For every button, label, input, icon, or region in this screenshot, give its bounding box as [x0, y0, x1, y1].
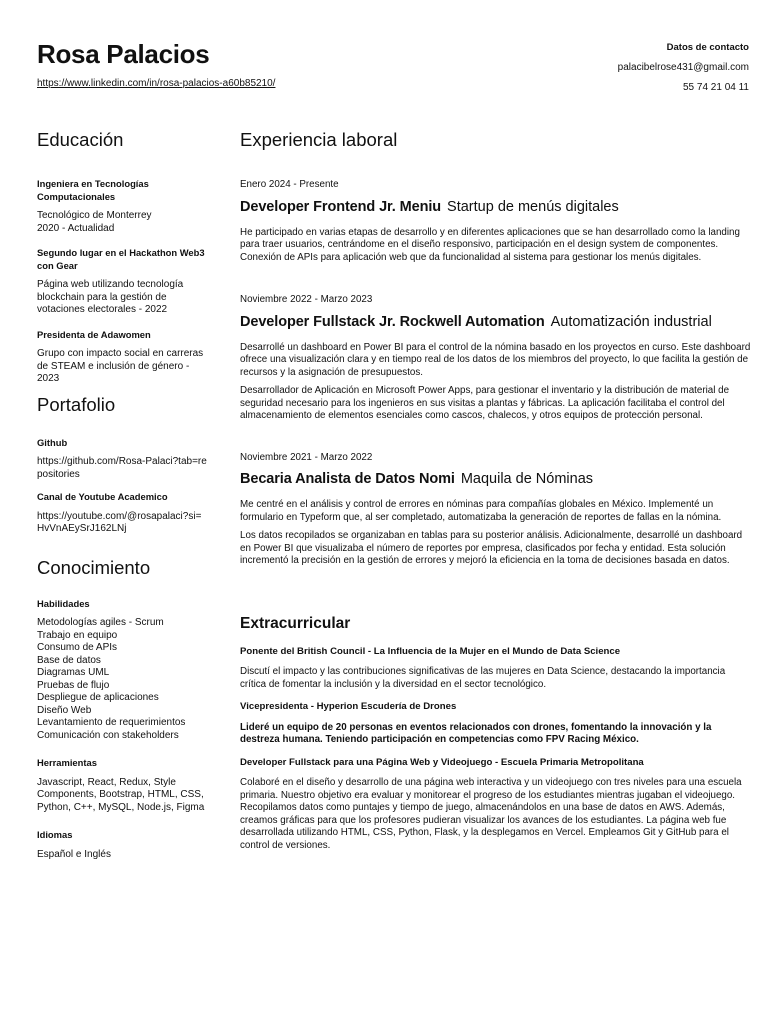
education-heading: Ingeniera en Tecnologías Computacionales [37, 178, 149, 202]
job-description: Desarrollador de Aplicación en Microsoft Power Apps, para gestionar el inventario y la distribución de material de seguridad necesario para los ingenieros en sus visitas a plantas y fábricas. La aplicación facilitaba el control del almacenamiento de elementos esenciales como cascos, chalecos, y otros equipos de protección personal. [240, 385, 730, 421]
extracurricular-text: Lideré un equipo de 20 personas en eventos relacionados con drones, fomentando la innovación y la destreza humana. Teniendo participación en competencias como FPV Racing México. [240, 721, 712, 745]
contact-title: Datos de contacto [666, 42, 749, 53]
education-item [37, 178, 207, 235]
portfolio-link[interactable]: https://github.com/Rosa-Palaci?tab=repositories [37, 456, 207, 480]
education-text: Grupo con impacto social en carreras de STEAM e inclusión de género - 2023 [37, 348, 204, 384]
linkedin-link[interactable]: https://www.linkedin.com/in/rosa-palacios-a60b85210/ [37, 78, 276, 89]
job-date: Noviembre 2021 - Marzo 2022 [240, 451, 373, 463]
tools-heading: Herramientas [37, 757, 97, 768]
section-title-experiencia: Experiencia laboral [240, 129, 398, 150]
portfolio-link[interactable]: https://youtube.com/@rosapalaci?si=HvVnAEySrJ162LNj [37, 510, 202, 534]
section-title-extracurricular: Extracurricular [240, 614, 351, 632]
tools-text: Javascript, React, Redux, Style Components, Bootstrap, HTML, CSS, Python, C++, MySQL, Node.js, Figma [37, 776, 205, 813]
job-description: He participado en varias etapas de desarrollo y en diferentes aplicaciones que se han desarrollado como la landing para traer usuarios, centrándome en el diseño responsivo, participación en el design system de componentes. Conexión de APIs para aplicación web que da funcionalidad al sistema para gestionar los menús digitales. [240, 226, 740, 263]
portfolio-item [37, 437, 207, 482]
job-role: Developer Fullstack Jr. Rockwell Automation [240, 313, 545, 330]
skill-item: Base de datos [37, 654, 101, 666]
extracurricular-heading: Vicepresidenta - Hyperion Escudería de Drones [240, 701, 457, 712]
job-title-line [240, 470, 752, 489]
job-entry [240, 452, 752, 568]
section-title-conocimiento: Conocimiento [37, 556, 151, 578]
skill-item: Pruebas de flujo [37, 679, 110, 691]
job-company: Automatización industrial [550, 313, 712, 330]
portfolio-heading: Canal de Youtube Academico [37, 491, 168, 502]
candidate-name: Rosa Palacios [37, 39, 210, 69]
skill-item: Comunicación con stakeholders [37, 729, 179, 741]
job-description: Los datos recopilados se organizaban en tablas para su posterior análisis. Adicionalmente, desarrollé un dashboard en Power BI que visualizaba el número de reportes por empresa, clasificados por fecha y entidad. Esta solución incrementó la precisión en la gestión de errores y mejoró la eficiencia en la toma de decisiones basada en datos. [240, 530, 743, 566]
skill-item: Diseño Web [37, 704, 92, 716]
tools-block [37, 757, 207, 814]
job-entry [240, 179, 752, 264]
right-column [240, 128, 752, 852]
job-role: Becaria Analista de Datos Nomi [240, 471, 455, 487]
skill-item: Diagramas UML [37, 667, 110, 678]
job-company: Startup de menús digitales [447, 198, 619, 215]
job-description: Me centré en el análisis y control de errores en nóminas para compañías globales en México. Implementé un formulario en Typeform que, al ser completado, automatizaba la generación de reportes de fallas en la nómina. [240, 499, 722, 523]
contact-email[interactable]: palacibelrose431@gmail.com [617, 62, 749, 73]
education-text: Página web utilizando tecnología blockchain para la gestión de votaciones electorales - 2022 [37, 279, 184, 315]
education-item [37, 247, 207, 317]
job-entry [240, 294, 752, 423]
skill-item: Metodologías agiles - Scrum [37, 617, 164, 628]
contact-block [618, 38, 749, 98]
extracurricular-text: Discutí el impacto y las contribuciones significativas de las mujeres en Data Science, destacando la importancia crítica de fomentar la inclusión y la diversidad en el sector tecnológico. [240, 666, 726, 690]
education-item [37, 329, 207, 386]
education-heading: Presidenta de Adawomen [37, 328, 151, 340]
contact-phone: 55 74 21 04 11 [683, 82, 749, 93]
skill-item: Levantamiento de requerimientos [37, 717, 186, 728]
languages-text: Español e Inglés [37, 848, 111, 860]
extracurricular-heading: Developer Fullstack para una Página Web y Videojuego - Escuela Primaria Metropolitana [240, 756, 644, 768]
extracurricular-item [240, 757, 752, 853]
skill-item: Trabajo en equipo [37, 629, 118, 641]
portfolio-heading: Github [37, 436, 68, 448]
job-title-line [240, 313, 752, 332]
extracurricular-item [240, 646, 752, 692]
job-date: Enero 2024 - Presente [240, 179, 339, 190]
job-company: Maquila de Nóminas [460, 471, 594, 487]
section-title-portafolio: Portafolio [37, 393, 116, 415]
skills-list [37, 617, 207, 742]
job-date: Noviembre 2022 - Marzo 2023 [240, 294, 373, 305]
job-description: Desarrollé un dashboard en Power BI para el control de la nómina basado en los proyectos en curso. Este dashboard ofrece una visualización clara y en tiempo real de los datos de los miembros del proyecto, lo que facilita la gestión de recursos y la asignación de presupuestos. [240, 341, 751, 378]
job-role: Developer Frontend Jr. Meniu [240, 198, 442, 215]
portfolio-item [37, 491, 207, 536]
section-title-educacion: Educación [37, 129, 124, 150]
skill-item: Despliegue de aplicaciones [37, 692, 159, 703]
extracurricular-item [240, 701, 752, 747]
languages-heading: Idiomas [37, 829, 73, 840]
skill-item: Consumo de APIs [37, 642, 118, 653]
job-title-line [240, 198, 752, 217]
education-line: 2020 - Actualidad [37, 222, 115, 234]
extracurricular-heading: Ponente del British Council - La Influencia de la Mujer en el Mundo de Data Science [240, 645, 621, 657]
skills-block [37, 598, 207, 743]
skills-heading: Habilidades [37, 597, 90, 609]
left-column [37, 128, 207, 861]
education-heading: Segundo lugar en el Hackathon Web3 con Gear [37, 247, 205, 271]
education-line: Tecnológico de Monterrey [37, 210, 152, 221]
languages-block [37, 829, 207, 861]
extracurricular-text: Colaboré en el diseño y desarrollo de una página web interactiva y un videojuego con tres niveles para una escuela primaria. Nuestro objetivo era evaluar y monitorear el progreso de los estudiantes mientras jugaban el videojuego. Recopilamos datos como puntajes y tiempo de juego, almacenándolos en una base de datos en AWS. Además, creamos gráficas para que los profesores pudieran visualizar los avances de los estudiantes. La página web fue desarrollada utilizando HTML, CSS, Python, Flask, y la desplegamos en Vercel. Empleamos Git y GitHub para el control de versiones. [240, 777, 742, 851]
